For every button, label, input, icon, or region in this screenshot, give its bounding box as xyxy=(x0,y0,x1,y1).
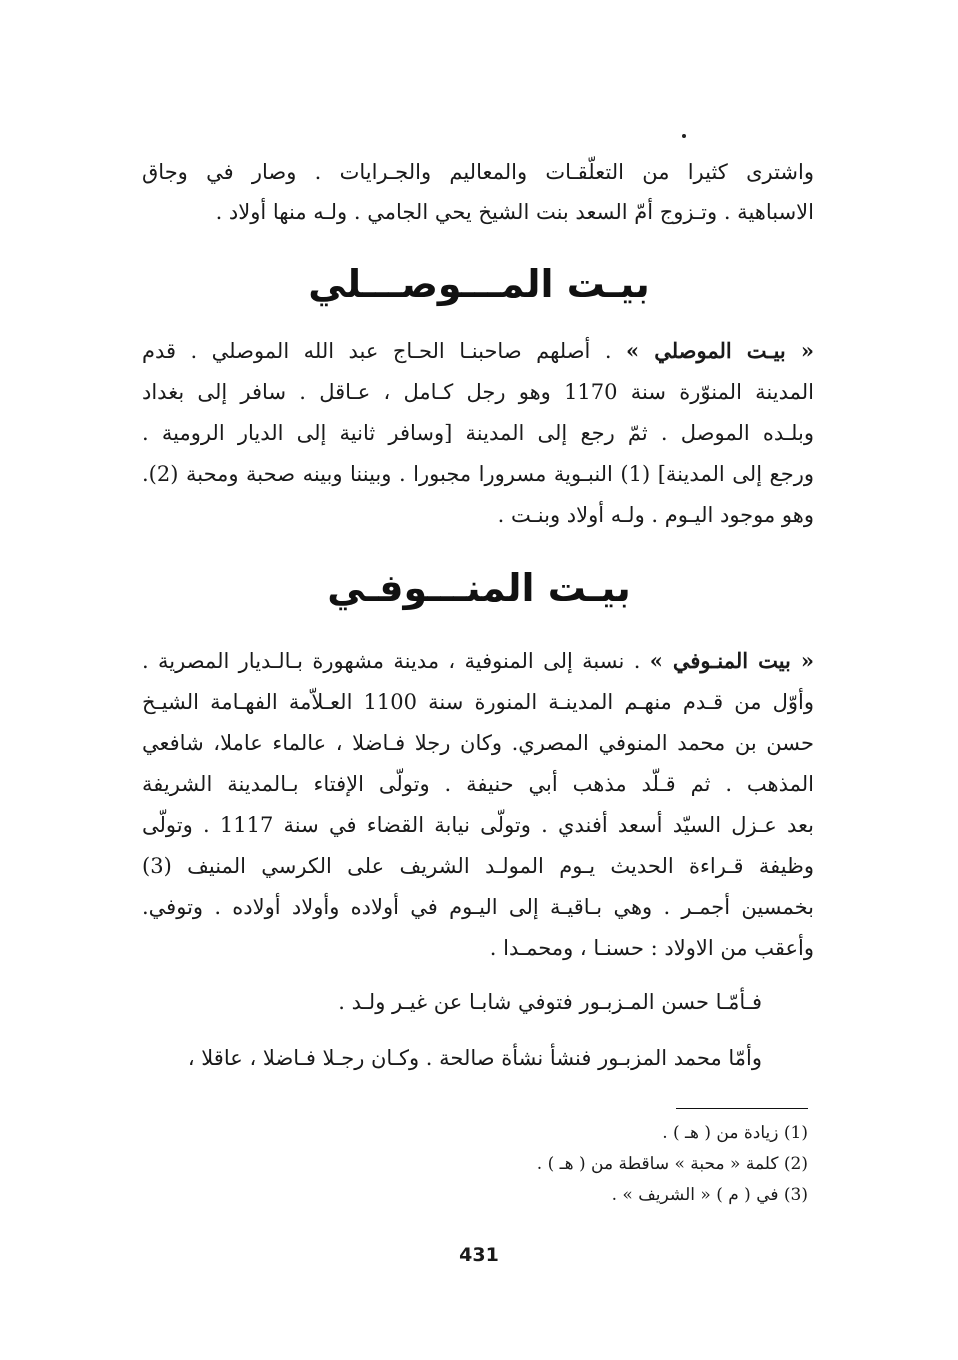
mosuli-line-1-text: . أصلهم صاحبنـا الحـاج عبد الله الموصلي . قدم xyxy=(142,339,626,363)
footnote-1: (1) زيادة من ( هـ ) . xyxy=(662,1123,808,1143)
manufi-line-1-text: . نسبة إلى المنوفية ، مدينة مشهورة بـالـديار المصرية . xyxy=(142,649,650,673)
manufi-line-8: وأعقب من الاولاد : حسنـا ، ومحمـدا . xyxy=(489,936,814,960)
mosuli-line-2: المدينة المنوّرة سنة 1170 وهو رجل كـامل ، عـاقل . سافر إلى بغداد xyxy=(142,380,814,404)
intro-line-2: الاسباهية . وتـزوج أمّ السعد بنت الشيخ يحي الجامي . ولـه منها أولاد . xyxy=(215,200,814,224)
page-number: 431 xyxy=(459,1244,499,1266)
section-heading-manufi: بيـت المنـــوفـي xyxy=(327,566,631,610)
hasan-line: فـأمّـا حسن المـزبـور فتوفي شابـا عن غيـر ولـد . xyxy=(338,990,762,1014)
muhammad-line: وأمّا محمد المزبـور فنشأ نشأة صالحة . وكـان رجـلا فـاضلا ، عاقلا ، xyxy=(187,1046,762,1070)
manufi-line-1 xyxy=(142,640,814,682)
intro-line-1: واشترى كثيرا من التعلّقـات والمعاليم والجـرايات . وصار في وجاق xyxy=(142,160,814,184)
footnote-separator xyxy=(676,1108,808,1109)
mosuli-line-1 xyxy=(142,330,814,372)
mosuli-line-5: وهو موجود اليـوم . ولـه أولاد وبنـت . xyxy=(497,503,814,527)
footnote-2: (2) كلمة « محبة » ساقطة من ( هـ ) . xyxy=(536,1154,808,1174)
footnotes-list xyxy=(537,1118,808,1211)
mosuli-lead-bold: « بيـت الموصلي » xyxy=(625,338,814,363)
mosuli-paragraph xyxy=(142,330,814,536)
mosuli-line-3: وبلـده الموصل . ثمّ رجع إلى المدينة [وسافر ثانية إلى الديار الرومية . xyxy=(142,421,814,445)
manufi-line-4: المذهب . ثم قـلّد مذهب أبي حنيفة . وتولّى الإفتاء بـالمدينة الشريفة xyxy=(142,772,814,796)
manufi-line-5: بعد عـزل السيّد أسعد أفندي . وتولّى نيابة القضاء في سنة 1117 . وتولّى xyxy=(142,813,814,837)
manufi-line-2: وأوّل من قـدم منهـم المدينـة المنورة سنة 1100 العـلاّمة الفهـامة الشيـخ xyxy=(142,690,814,714)
mosuli-line-4: ورجع إلى المدينة] (1) النبـوية مسرورا مجبورا . وبيننا وبينه صحبة ومحبة (2). xyxy=(142,462,814,486)
footnote-3: (3) في ( م ) « الشريف » . xyxy=(611,1185,808,1205)
manufi-line-3: حسن بن محمد المنوفي المصري. وكان رجلا فـاضلا ، عالماء عاملا، شافعي xyxy=(142,731,814,755)
scan-speck xyxy=(682,134,686,138)
manufi-line-6: وظيفة قـراءة الحديث يـوم المولـد الشريف على الكرسي المنيف (3) xyxy=(142,854,814,878)
manufi-paragraph xyxy=(142,640,814,969)
section-heading-mosuli: بيـت المـــوصـــلي xyxy=(308,262,650,306)
intro-paragraph xyxy=(142,152,814,232)
manufi-lead-bold: « بيت المنـوفي » xyxy=(649,648,814,673)
manufi-line-7: بخمسين أجمـر . وهي بـاقيـة إلى اليـوم في أولاده وأولاد أولاده . وتوفي. xyxy=(142,895,814,919)
